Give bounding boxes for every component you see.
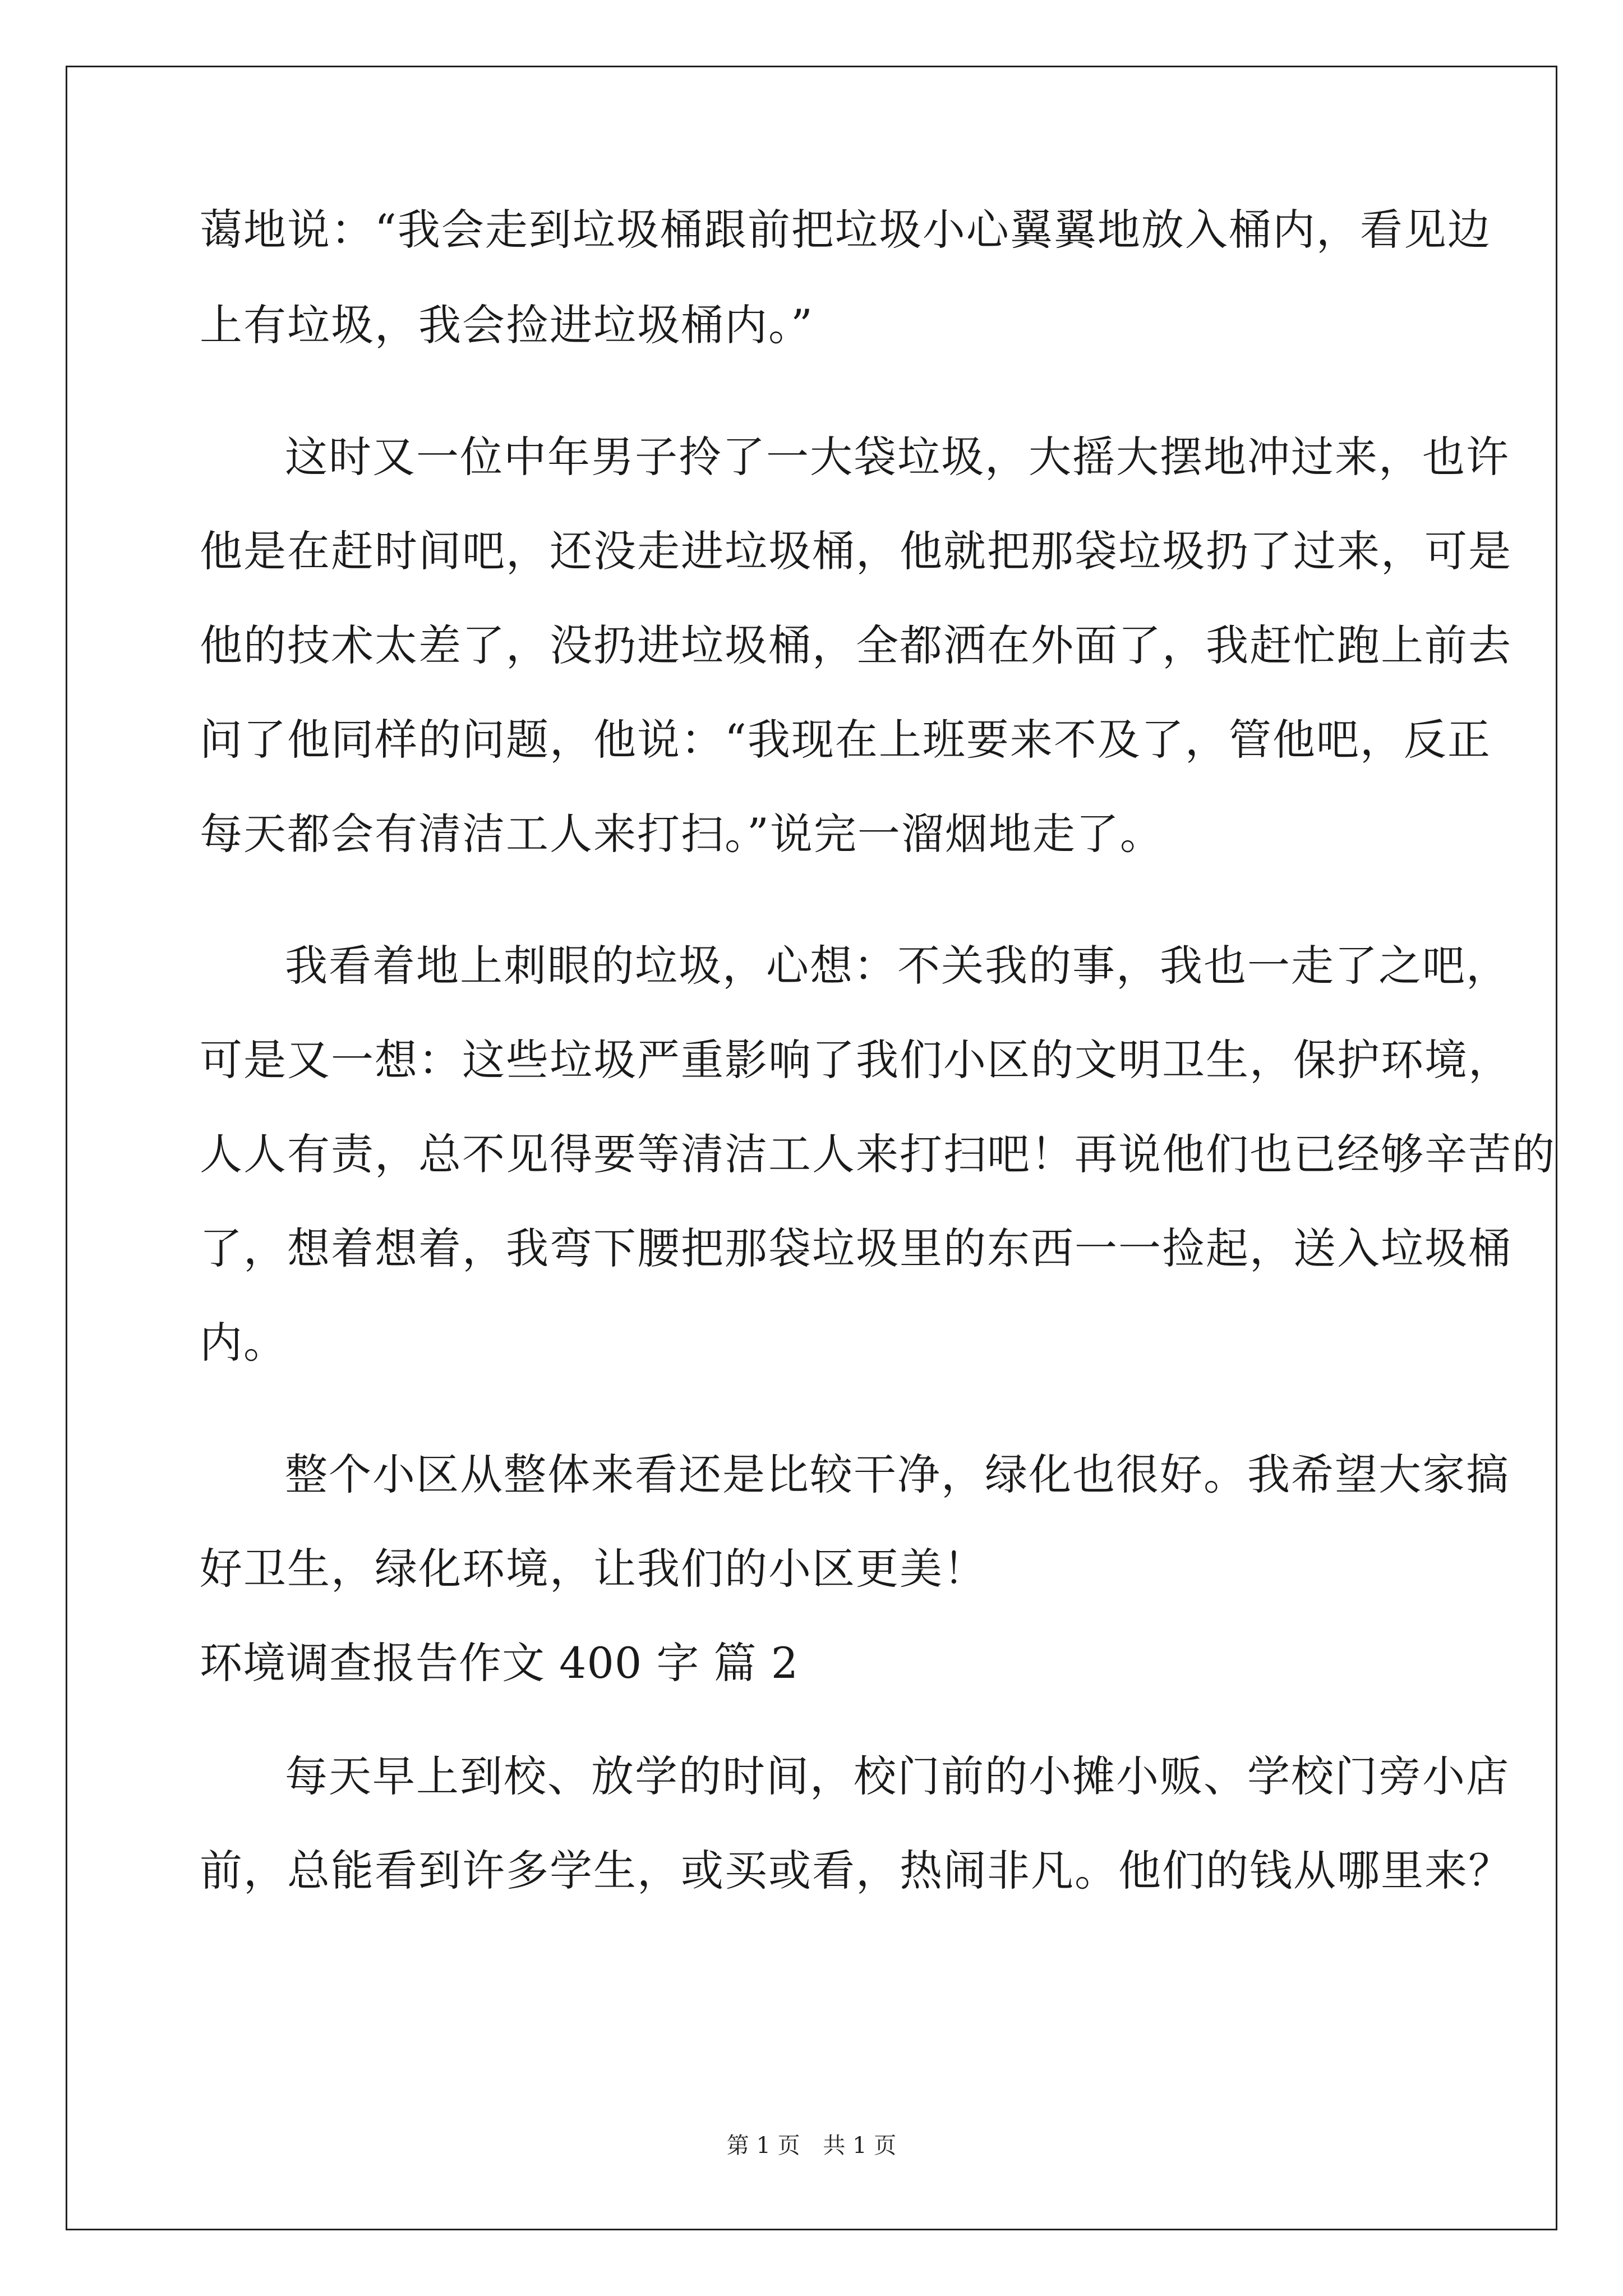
text-line: 前，总能看到许多学生，或买或看，热闹非凡。他们的钱从哪里来？ [200,1846,1512,1895]
text-line: 内。 [200,1318,287,1368]
paragraph-start-line: 我看着地上刺眼的垃圾，心想：不关我的事，我也一走了之吧， [285,941,1510,991]
text-line: 好卫生，绿化环境，让我们的小区更美！ [200,1544,987,1594]
text-line: 蔼地说：“我会走到垃圾桶跟前把垃圾小心翼翼地放入桶内，看见边 [200,205,1491,255]
text-line: 人人有责，总不见得要等清洁工人来打扫吧！再说他们也已经够辛苦的 [200,1129,1556,1179]
section-heading: 环境调查报告作文 400 字 篇 2 [200,1638,799,1688]
page-footer [0,2132,1623,2160]
page-total: 共 1 页 [823,2133,897,2159]
text-line: 了，想着想着，我弯下腰把那袋垃圾里的东西一一捡起，送入垃圾桶 [200,1223,1512,1273]
text-line: 问了他同样的问题，他说：“我现在上班要来不及了，管他吧，反正 [200,715,1491,765]
paragraph-start-line: 整个小区从整体来看还是比较干净，绿化也很好。我希望大家搞 [285,1450,1510,1499]
text-line: 可是又一想：这些垃圾严重影响了我们小区的文明卫生，保护环境， [200,1035,1512,1085]
paragraph-start-line: 这时又一位中年男子拎了一大袋垃圾，大摇大摆地冲过来，也许 [285,432,1510,482]
paragraph-start-line: 每天早上到校、放学的时间，校门前的小摊小贩、学校门旁小店 [285,1751,1510,1801]
text-line: 上有垃圾，我会捡进垃圾桶内。” [200,300,814,350]
text-line: 他的技术太差了，没扔进垃圾桶，全都洒在外面了，我赶忙跑上前去 [200,620,1512,670]
text-line: 他是在赶时间吧，还没走进垃圾桶，他就把那袋垃圾扔了过来，可是 [200,526,1512,576]
page-number: 第 1 页 [726,2133,800,2159]
text-line: 每天都会有清洁工人来打扫。”说完一溜烟地走了。 [200,809,1164,859]
